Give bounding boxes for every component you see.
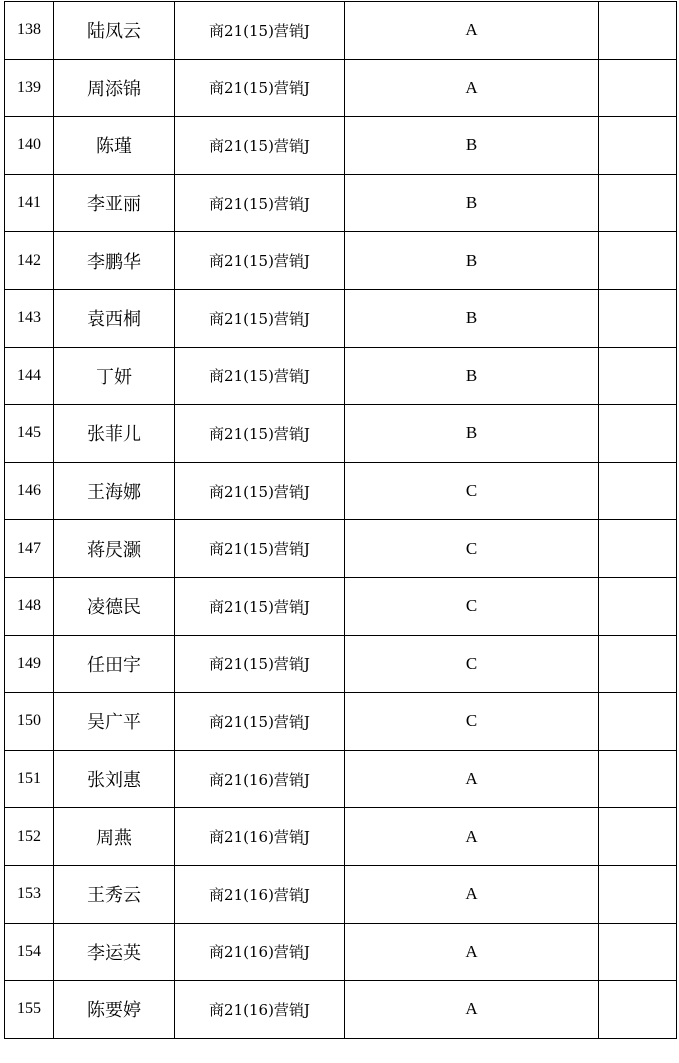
grade-cell: C xyxy=(345,635,599,693)
class-cell: 商21(15)营销J xyxy=(175,232,345,290)
student-name-cell: 周燕 xyxy=(54,808,175,866)
table-row xyxy=(5,405,677,463)
table-row xyxy=(5,981,677,1039)
note-cell xyxy=(599,520,677,578)
class-cell: 商21(15)营销J xyxy=(175,289,345,347)
row-number-cell: 155 xyxy=(5,981,54,1039)
student-name-cell: 张菲儿 xyxy=(54,405,175,463)
class-cell: 商21(16)营销J xyxy=(175,808,345,866)
grade-cell: B xyxy=(345,347,599,405)
class-cell: 商21(16)营销J xyxy=(175,750,345,808)
class-cell: 商21(15)营销J xyxy=(175,59,345,117)
note-cell xyxy=(599,117,677,175)
row-number-cell: 154 xyxy=(5,923,54,981)
row-number-cell: 153 xyxy=(5,865,54,923)
note-cell xyxy=(599,981,677,1039)
row-number-cell: 140 xyxy=(5,117,54,175)
note-cell xyxy=(599,174,677,232)
class-cell: 商21(16)营销J xyxy=(175,865,345,923)
student-name-cell: 李亚丽 xyxy=(54,174,175,232)
class-cell: 商21(15)营销J xyxy=(175,117,345,175)
note-cell xyxy=(599,577,677,635)
note-cell xyxy=(599,289,677,347)
table-row xyxy=(5,750,677,808)
table-row xyxy=(5,865,677,923)
student-grade-table xyxy=(4,1,677,1039)
grade-cell: B xyxy=(345,174,599,232)
note-cell xyxy=(599,462,677,520)
note-cell xyxy=(599,59,677,117)
class-cell: 商21(15)营销J xyxy=(175,2,345,60)
table-row xyxy=(5,923,677,981)
grade-cell: A xyxy=(345,923,599,981)
student-name-cell: 周添锦 xyxy=(54,59,175,117)
class-cell: 商21(15)营销J xyxy=(175,347,345,405)
row-number-cell: 149 xyxy=(5,635,54,693)
grade-cell: C xyxy=(345,693,599,751)
row-number-cell: 147 xyxy=(5,520,54,578)
student-name-cell: 张刘惠 xyxy=(54,750,175,808)
row-number-cell: 142 xyxy=(5,232,54,290)
table-row xyxy=(5,635,677,693)
student-name-cell: 凌德民 xyxy=(54,577,175,635)
student-name-cell: 吴广平 xyxy=(54,693,175,751)
note-cell xyxy=(599,808,677,866)
student-name-cell: 陈瑾 xyxy=(54,117,175,175)
class-cell: 商21(15)营销J xyxy=(175,174,345,232)
student-name-cell: 陈要婷 xyxy=(54,981,175,1039)
row-number-cell: 143 xyxy=(5,289,54,347)
table-row xyxy=(5,232,677,290)
grade-cell: B xyxy=(345,232,599,290)
table-body xyxy=(5,2,677,1039)
table-row xyxy=(5,347,677,405)
row-number-cell: 152 xyxy=(5,808,54,866)
table-row xyxy=(5,808,677,866)
row-number-cell: 150 xyxy=(5,693,54,751)
grade-cell: C xyxy=(345,462,599,520)
row-number-cell: 151 xyxy=(5,750,54,808)
grade-cell: A xyxy=(345,808,599,866)
class-cell: 商21(15)营销J xyxy=(175,693,345,751)
student-name-cell: 陆凤云 xyxy=(54,2,175,60)
class-cell: 商21(15)营销J xyxy=(175,405,345,463)
class-cell: 商21(15)营销J xyxy=(175,462,345,520)
grade-cell: A xyxy=(345,750,599,808)
grade-cell: A xyxy=(345,865,599,923)
note-cell xyxy=(599,347,677,405)
table-row xyxy=(5,174,677,232)
grade-cell: A xyxy=(345,59,599,117)
student-name-cell: 丁妍 xyxy=(54,347,175,405)
table-row xyxy=(5,59,677,117)
table-row xyxy=(5,289,677,347)
row-number-cell: 141 xyxy=(5,174,54,232)
class-cell: 商21(16)营销J xyxy=(175,981,345,1039)
student-name-cell: 王海娜 xyxy=(54,462,175,520)
student-name-cell: 王秀云 xyxy=(54,865,175,923)
note-cell xyxy=(599,2,677,60)
grade-cell: A xyxy=(345,2,599,60)
note-cell xyxy=(599,865,677,923)
table-row xyxy=(5,520,677,578)
grade-cell: B xyxy=(345,289,599,347)
class-cell: 商21(16)营销J xyxy=(175,923,345,981)
student-name-cell: 袁西桐 xyxy=(54,289,175,347)
table-row xyxy=(5,2,677,60)
grade-cell: C xyxy=(345,577,599,635)
student-name-cell: 任田宇 xyxy=(54,635,175,693)
student-name-cell: 李鹏华 xyxy=(54,232,175,290)
student-name-cell: 蒋昃灏 xyxy=(54,520,175,578)
note-cell xyxy=(599,232,677,290)
row-number-cell: 139 xyxy=(5,59,54,117)
table-row xyxy=(5,117,677,175)
grade-cell: C xyxy=(345,520,599,578)
class-cell: 商21(15)营销J xyxy=(175,520,345,578)
note-cell xyxy=(599,750,677,808)
table-row xyxy=(5,577,677,635)
note-cell xyxy=(599,693,677,751)
grade-cell: B xyxy=(345,117,599,175)
row-number-cell: 144 xyxy=(5,347,54,405)
note-cell xyxy=(599,923,677,981)
row-number-cell: 145 xyxy=(5,405,54,463)
row-number-cell: 138 xyxy=(5,2,54,60)
class-cell: 商21(15)营销J xyxy=(175,635,345,693)
class-cell: 商21(15)营销J xyxy=(175,577,345,635)
table-row xyxy=(5,462,677,520)
student-name-cell: 李运英 xyxy=(54,923,175,981)
row-number-cell: 148 xyxy=(5,577,54,635)
grade-cell: A xyxy=(345,981,599,1039)
table-row xyxy=(5,693,677,751)
note-cell xyxy=(599,635,677,693)
note-cell xyxy=(599,405,677,463)
row-number-cell: 146 xyxy=(5,462,54,520)
grade-cell: B xyxy=(345,405,599,463)
